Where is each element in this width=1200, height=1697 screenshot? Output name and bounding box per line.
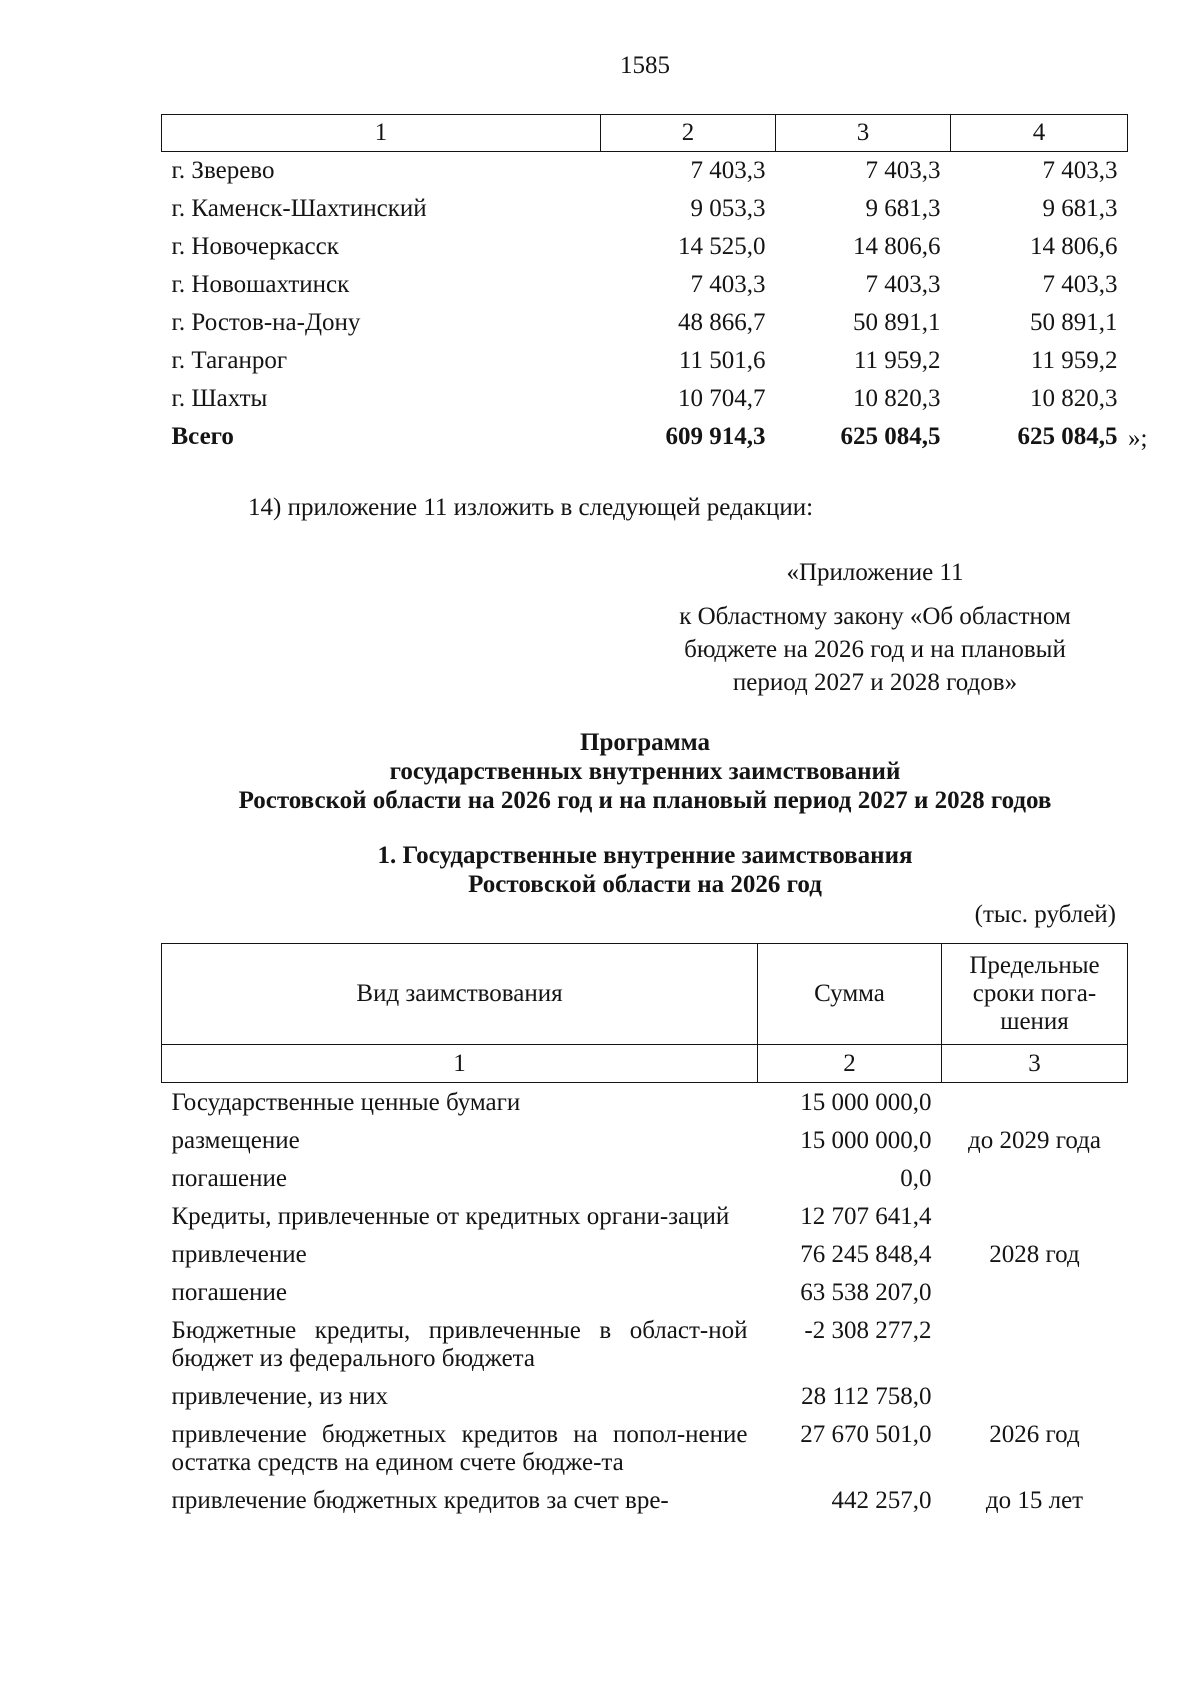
appendix-reference-line: бюджете на 2026 год и на плановый <box>684 636 1066 663</box>
table-row <box>162 1415 1128 1481</box>
program-heading <box>0 728 1200 815</box>
value-2028: 7 403,3 <box>1042 271 1118 298</box>
repayment-term: до 2029 года <box>968 1127 1101 1154</box>
column-number: 4 <box>951 115 1128 152</box>
appendix-reference-line: период 2027 и 2028 годов» <box>732 669 1018 696</box>
value-2026: 9 053,3 <box>690 195 766 222</box>
value-2027: 7 403,3 <box>865 157 941 184</box>
municipality-name: г. Новочеркасск <box>171 233 339 260</box>
appendix-title: «Приложение 11 <box>786 559 964 586</box>
repayment-term: до 15 лет <box>985 1487 1084 1514</box>
repayment-term <box>942 1197 1128 1235</box>
table-row <box>162 228 1128 266</box>
column-number: 2 <box>601 115 776 152</box>
repayment-term <box>942 1273 1128 1311</box>
value-2028: 11 959,2 <box>1030 347 1118 374</box>
value-2028: 14 806,6 <box>1030 233 1118 260</box>
column-number-row <box>162 115 1128 152</box>
value-2027: 9 681,3 <box>865 195 941 222</box>
repayment-term: 2026 год <box>989 1421 1080 1448</box>
value-2028: 10 820,3 <box>1030 385 1118 412</box>
table-row <box>162 190 1128 228</box>
repayment-term <box>942 1377 1128 1415</box>
borrowing-amount: 76 245 848,4 <box>800 1241 932 1268</box>
section-heading-line: 1. Государственные внутренние заимствования <box>377 842 913 869</box>
table-row <box>162 342 1128 380</box>
table-row <box>162 1273 1128 1311</box>
section-heading-line: Ростовской области на 2026 год <box>468 871 822 898</box>
program-heading-line: государственных внутренних заимствований <box>389 758 901 785</box>
municipality-name: г. Каменск-Шахтинский <box>171 195 427 222</box>
value-2026: 48 866,7 <box>678 309 766 336</box>
borrowing-kind: привлечение бюджетных кредитов за счет вре- <box>171 1487 669 1514</box>
borrowing-amount: 15 000 000,0 <box>800 1127 932 1154</box>
table-row <box>162 1159 1128 1197</box>
value-2027: 7 403,3 <box>865 271 941 298</box>
borrowing-amount: 27 670 501,0 <box>800 1421 932 1448</box>
municipality-name: г. Ростов-на-Дону <box>171 309 361 336</box>
municipality-name: г. Шахты <box>171 385 268 412</box>
program-heading-line: Ростовской области на 2026 год и на плановый период 2027 и 2028 годов <box>238 787 1052 814</box>
borrowing-amount: 15 000 000,0 <box>800 1089 932 1116</box>
value-2026: 14 525,0 <box>678 233 766 260</box>
borrowing-kind: Кредиты, привлеченные от кредитных органи-заций <box>171 1203 730 1230</box>
borrowing-amount: -2 308 277,2 <box>804 1317 932 1344</box>
header-term-line: сроки пога- <box>972 980 1097 1007</box>
borrowing-kind: погашение <box>171 1165 287 1192</box>
column-number: 3 <box>776 115 951 152</box>
amendment-text: 14) приложение 11 изложить в следующей редакции: <box>248 494 814 521</box>
value-2027: 14 806,6 <box>853 233 941 260</box>
units-label: (тыс. рублей) <box>974 901 1116 928</box>
column-number: 1 <box>162 115 601 152</box>
borrowing-amount: 63 538 207,0 <box>800 1279 932 1306</box>
borrowing-kind: Бюджетные кредиты, привлеченные в област-ной бюджет из федерального бюджета <box>171 1317 748 1372</box>
program-heading-line: Программа <box>580 729 710 756</box>
table-row <box>162 1197 1128 1235</box>
table-row <box>162 380 1128 418</box>
header-row <box>162 944 1128 1045</box>
municipal-allocation-table <box>161 114 1128 456</box>
repayment-term <box>942 1311 1128 1377</box>
borrowing-amount: 0,0 <box>900 1165 932 1192</box>
column-number: 3 <box>942 1045 1128 1083</box>
table-row <box>162 266 1128 304</box>
header-kind: Вид заимствования <box>162 944 758 1045</box>
total-2028: 625 084,5 <box>1017 423 1118 450</box>
table-row <box>162 1481 1128 1519</box>
column-number: 2 <box>758 1045 942 1083</box>
value-2026: 10 704,7 <box>678 385 766 412</box>
table-row <box>162 1235 1128 1273</box>
value-2027: 50 891,1 <box>853 309 941 336</box>
section-heading <box>0 841 1200 899</box>
borrowing-kind: привлечение, из них <box>171 1383 388 1410</box>
table-row <box>162 1121 1128 1159</box>
borrowing-kind: погашение <box>171 1279 287 1306</box>
repayment-term <box>942 1159 1128 1197</box>
borrowing-amount: 442 257,0 <box>831 1487 932 1514</box>
municipality-name: г. Зверево <box>171 157 275 184</box>
borrowings-table <box>161 943 1128 1519</box>
total-row <box>162 418 1128 456</box>
total-2026: 609 914,3 <box>665 423 766 450</box>
column-number-row <box>162 1045 1128 1083</box>
borrowing-kind: размещение <box>171 1127 300 1154</box>
borrowing-kind: привлечение бюджетных кредитов на попол-нение остатка средств на едином счете бюдже-та <box>171 1421 748 1476</box>
closing-quote-mark: »; <box>1128 425 1148 452</box>
municipality-name: г. Таганрог <box>171 347 288 374</box>
header-amount: Сумма <box>758 944 942 1045</box>
value-2026: 7 403,3 <box>690 157 766 184</box>
value-2026: 7 403,3 <box>690 271 766 298</box>
borrowing-kind: привлечение <box>171 1241 307 1268</box>
appendix-reference <box>640 600 1110 699</box>
value-2027: 11 959,2 <box>853 347 941 374</box>
header-term-line: Предельные <box>969 952 1100 979</box>
value-2028: 7 403,3 <box>1042 157 1118 184</box>
table-row <box>162 1311 1128 1377</box>
table-row <box>162 1377 1128 1415</box>
total-label: Всего <box>171 423 234 450</box>
repayment-term: 2028 год <box>989 1241 1080 1268</box>
value-2028: 9 681,3 <box>1042 195 1118 222</box>
value-2028: 50 891,1 <box>1030 309 1118 336</box>
value-2026: 11 501,6 <box>678 347 766 374</box>
repayment-term <box>942 1083 1128 1122</box>
column-number: 1 <box>162 1045 758 1083</box>
table-row <box>162 304 1128 342</box>
table-row <box>162 152 1128 191</box>
borrowing-amount: 12 707 641,4 <box>800 1203 932 1230</box>
total-2027: 625 084,5 <box>840 423 941 450</box>
municipality-name: г. Новошахтинск <box>171 271 350 298</box>
borrowing-kind: Государственные ценные бумаги <box>171 1089 521 1116</box>
table-row <box>162 1083 1128 1122</box>
header-term <box>942 944 1128 1045</box>
page-number: 1585 <box>620 52 670 79</box>
borrowing-amount: 28 112 758,0 <box>801 1383 932 1410</box>
value-2027: 10 820,3 <box>853 385 941 412</box>
appendix-reference-line: к Областному закону «Об областном <box>679 603 1071 630</box>
header-term-line: шения <box>1000 1008 1069 1035</box>
